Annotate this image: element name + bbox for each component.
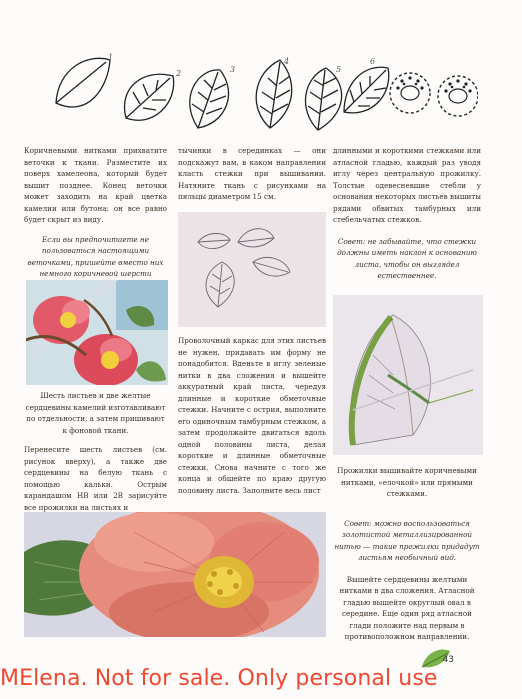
paragraph: Вышейте сердцевины желтыми нитками в два сложения. Атласной гладью вышейте округлый овал в середине. Еще один ряд атласной глади положите над первым в противоположном направлении.: [339, 574, 475, 641]
step-number-1: 1: [108, 53, 114, 62]
text-column-2-lower: [178, 335, 326, 496]
watermark-text: MElena. Not for sale. Only personal use: [0, 666, 438, 691]
paragraph: Перенесите шесть листьев (см. рисунок вверху), а также две сердцевины на белую ткань с помощью кальки. Острым карандашом HB или 2B зарисуйте все прожилки на листьях и: [24, 445, 167, 512]
step-number-2: 2: [176, 69, 182, 78]
paragraph: Коричневыми нитками прихватите веточки к ткани. Разместите их поверх хамелеона, который будет вышит позднее. Конец веточки может заходить на край цветка камелии или бутона: он все равно будет скрыт из виду.: [24, 146, 167, 224]
leaf-template-4: [256, 60, 292, 128]
leaf-template-5: [306, 68, 342, 130]
photo-caption: Прожилки вышивайте коричневыми нитками, «елочкой» или прямыми стежками.: [337, 466, 477, 498]
text-column-1-lower: [24, 390, 167, 513]
tip-note: Совет: можно воспользоваться золотистой металлизированной нитью — такие прожилки придадут листьям необычный вид.: [334, 518, 480, 562]
camellia-closeup-photo: [24, 512, 326, 637]
text-column-2: [178, 145, 326, 211]
paragraph: тычинки в серединках — они подскажут вам, в каком направлении класть стежки при вышивании. Натяните ткань с рисунками на пяльцы диаметром 15 см.: [178, 146, 326, 201]
leaf-template-6: [344, 67, 389, 113]
paragraph: Если вы предпочитаете не пользоваться настоящими веточками, пришейте вместо них немного коричневой шерсти: [27, 234, 164, 278]
step-number-6: 6: [370, 57, 376, 66]
text-column-3-lower: [333, 465, 481, 643]
camellia-embroidery-photo: [26, 280, 168, 385]
paragraph: длинными и короткими стежками или атласной гладью, каждый раз уводя иглу через центральную прожилку. Толстые одевесневшие стебли у основания некоторых листьев вышиты рядами обвитых тамбурных или стебельчатых стежков.: [333, 146, 481, 224]
leaf-stitching-photo: [333, 295, 483, 455]
flower-center-template-1: [390, 73, 430, 113]
text-column-1: [24, 145, 167, 299]
step-number-5: 5: [336, 65, 342, 74]
flower-center-template-2: [438, 76, 478, 116]
page-number: 43: [442, 655, 454, 665]
leaf-template-2: [124, 74, 173, 120]
leaf-template-3: [190, 70, 229, 128]
leaf-templates-illustration: [48, 48, 478, 138]
step-number-3: 3: [230, 65, 236, 74]
step-number-4: 4: [284, 57, 290, 66]
text-column-3: [333, 145, 481, 290]
leaf-tracing-photo: [178, 212, 326, 327]
paragraph: Проволочный каркас для этих листьев не нужен, придавать им форму не понадобится. Вденьте в иглу зеленые нитки в два сложения и вышейте аккуратный край листа, чередуя длинные и короткие обметочные стежки. Начните с острия, выполните его одиночным тамбурным стежком, а затем продолжайте двигаться вдоль одной половины листа, делая короткие и длинные обметочные стежки. Снова начните с того же конца и обшейте по краю другую половину листа. Заполните весь лист: [178, 336, 326, 495]
tip-note: Совет: не забывайте, что стежки должны иметь наклон к основанию листа, чтобы он выглядел естественнее.: [337, 236, 477, 280]
leaf-template-1: [56, 58, 110, 107]
photo-caption: Шесть листьев и две желтые сердцевины камелий изготавливают по отдельности, а затем пришивают к фоновой ткани.: [25, 391, 166, 435]
